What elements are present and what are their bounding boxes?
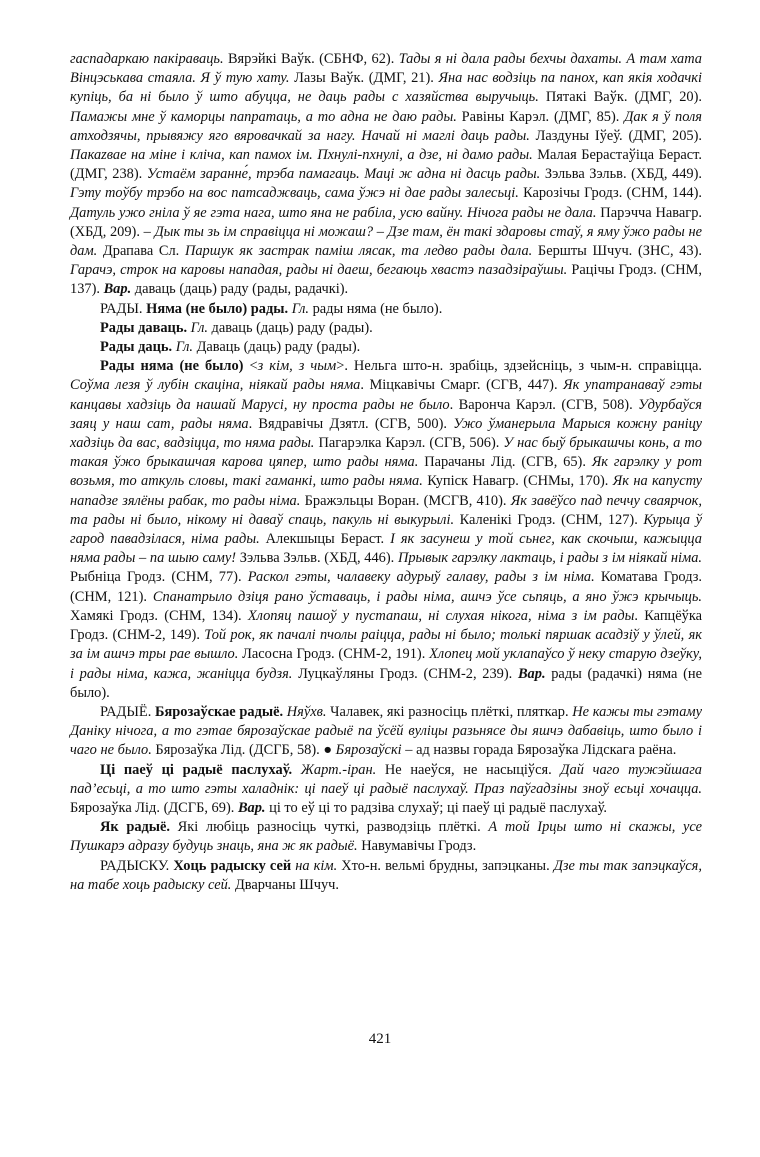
text-run: Луцкаўляны Гродз. (СНМ-2, 239).: [292, 665, 518, 682]
text-run: . Міцкавічы Смарг. (СГВ, 447).: [360, 377, 564, 394]
dictionary-paragraph: [70, 300, 702, 319]
text-run: Бершты Шчуч. (ЗНС, 43).: [532, 243, 702, 260]
italic-run: – Дык ты зь ім справіцца ні можаш? – Дзе там, ён такі здаровы стаў, я яму ўжо рады не дам.: [70, 223, 702, 260]
dictionary-paragraph: [70, 338, 702, 357]
italic-run: Гарачэ, строк на каровы нападая, рады ні даеш, бегаюць хвастэ пазадзіраўшы.: [70, 262, 568, 279]
dictionary-paragraph: [70, 818, 702, 856]
text-run: Равіны Карэл. (ДМГ, 85).: [456, 108, 625, 125]
text-run: Бярозаўка Лід. (ДСГБ, 69).: [70, 799, 238, 816]
text-run: Даваць (даць) раду (рады).: [192, 339, 361, 356]
text-run: Чалавек, які разносіць плёткі, пляткар.: [326, 703, 573, 720]
text-run: рады (радачкі) няма (не было).: [70, 665, 702, 701]
bold-run: Як радыё.: [100, 819, 171, 836]
italic-run: У нас быў брыкашчы конь, а то такая ўжо брыкашчая карова цяпер, што рады няма.: [70, 435, 702, 471]
bold-run: Рады даць.: [100, 339, 173, 356]
bold-run: Вар.: [237, 799, 266, 816]
italic-run: Курыца ў гарод павадзілася, німа рады.: [70, 511, 702, 548]
italic-run: Памажы мне ў каморцы папратаць, а то адна не даю рады.: [70, 108, 457, 125]
text-run: Які любіць разносіць чуткі, разводзіць плёткі.: [170, 819, 489, 836]
text-run: Алекшыцы Бераст.: [259, 531, 391, 548]
text-run: Дварчаны Шчуч.: [231, 876, 340, 893]
italic-run: Жарт.-іран.: [300, 761, 377, 778]
dictionary-paragraph: [70, 703, 702, 761]
italic-run: Той рок, як пачалі пчолы раіцца, рады ні было; толькі пяршак асадзіў у ўлей, як за ім ашчэ тры рае вышло.: [70, 627, 702, 663]
italic-run: Дак я ў поля атходзячы, прывяжу яго вяровачкай за нагу. Начай ні маглі даць рады.: [70, 108, 702, 144]
italic-run: І як засунеш у той сьнег, как скочыш, кажыцца няма рады – па шыю саму!: [70, 531, 702, 567]
italic-run: Як упатранаваў гэты канцавы хадзіць да нашай Марусі, ну проста рады не было: [70, 377, 702, 413]
italic-run: Соўма лезя ў лубін скаціна, ніякай рады няма: [70, 377, 361, 394]
text-run: даваць (даць) раду (рады).: [207, 319, 373, 336]
dictionary-text: [70, 50, 702, 895]
bold-run: Вар.: [103, 281, 132, 298]
text-run: Лаздуны Іўеў. (ДМГ, 205).: [529, 127, 703, 144]
text-run: Хто-н. вельмі брудны, запэцканы.: [337, 857, 554, 874]
text-run: Купіск Навагр. (СНМы, 170).: [422, 473, 613, 490]
text-run: Рацічы Гродз. (СНМ, 137).: [70, 262, 702, 298]
text-run: Пятакі Ваўк. (ДМГ, 20).: [538, 89, 702, 106]
text-run: <: [243, 358, 258, 375]
text-run: РАДЫ.: [100, 300, 147, 317]
text-run: Коматава Гродз. (СНМ, 121).: [70, 569, 702, 605]
italic-run: Гл.: [175, 339, 193, 356]
italic-run: Бярозаўскі: [335, 742, 402, 759]
italic-run: Пакаzвае на міне і кліча, кап памох ім. Пхнулі-пхнулі, а дзе, ні дамо рады.: [70, 147, 533, 164]
text-run: . Капцёўка Гродз. (СНМ-2, 149).: [70, 607, 702, 644]
bold-run: Няма (не было) рады.: [146, 300, 289, 317]
italic-run: Ужо ўманерыла Марыся кожну раніцу хадзіць да вас, вадзіцца, то няма рады.: [70, 415, 702, 452]
italic-run: Гэту тоўбу трэбо на вос патсаджваць, сама ўжэ ні дае рады залесьці.: [70, 185, 519, 202]
text-run: Ласосна Гродз. (СНМ-2, 191).: [238, 646, 430, 663]
italic-run: Як гарэлку у рот возьмя, то аткуль словы, такі гаманкі, што рады няма.: [70, 454, 702, 490]
italic-run: Устаём заранне́, трэба памагаць. Маці ж адна ні дасць рады.: [146, 166, 541, 183]
text-run: Лазы Ваўк. (ДМГ, 21).: [289, 70, 439, 87]
italic-run: гаспадаркаю пакіраваць.: [70, 51, 224, 67]
italic-run: Удурбаўся заяц у наш сат, рады няма: [70, 396, 702, 432]
dictionary-paragraph: [70, 357, 702, 703]
dictionary-paragraph: [70, 50, 702, 300]
text-run: . Вядравічы Дзятл. (СГВ, 500).: [248, 415, 454, 432]
text-run: Зэльва Зэльв. (ХБД, 446).: [236, 550, 398, 567]
text-run: Драпава Сл.: [97, 243, 185, 260]
italic-run: Гл.: [190, 319, 208, 336]
bold-run: Рады няма (не было): [100, 358, 244, 375]
italic-run: Як завёўсо пад печчу сваярчок, та рады ні было, нікому ні даваў спаць, пакуль ні выкурылі.: [70, 492, 702, 528]
text-run: Вярэйкі Ваўк. (СБНФ, 62).: [223, 51, 399, 67]
italic-run: Не кажы ты гэтаму Даніку нічога, а то гэтае бярозаўскае радыё па ўсёй вуліцы разьнясе ды яшчэ дабавіць, што было і чаго не было.: [70, 703, 702, 759]
dictionary-paragraph: [70, 857, 702, 895]
italic-run: з кім, з чым: [257, 358, 337, 375]
text-run: Карозічы Гродз. (СНМ, 144).: [518, 185, 702, 202]
text-run: Бражэльцы Воран. (МСГВ, 410).: [300, 492, 511, 509]
text-run: Малая Берастаўіца Бераст. (ДМГ, 238).: [70, 147, 702, 183]
italic-run: А той Ірцы што ні скажы, усе Пушкарэ адразу будуць знаць, яна ж як радыё.: [70, 819, 702, 855]
italic-run: Дай чаго тужэйшага пад’есьці, а то што гэты халаднік: ці паеў ці радыё паслухаў. Праз паўгадзіны зноў есьці хочацца.: [70, 761, 702, 797]
text-run: Парачаны Лід. (СГВ, 65).: [418, 454, 592, 471]
italic-run: Спанатрыло дзіця рано ўставаць, і рады німа, ашчэ ўсе сьпяць, а яно ўжэ крычыць.: [152, 588, 702, 605]
text-run: Навумавічы Гродз.: [357, 838, 477, 855]
text-run: Пагарэлка Карэл. (СГВ, 506).: [314, 435, 504, 452]
italic-run: Дзе ты так запэцкаўся, на табе хоць радыску сей.: [70, 857, 702, 893]
text-run: Рыбніца Гродз. (СНМ, 77).: [70, 569, 248, 586]
text-run: РАДЫЁ.: [100, 703, 155, 720]
text-run: Хамякі Гродз. (СНМ, 134).: [70, 607, 248, 624]
italic-run: Прывык гарэлку лактаць, і рады з ім ніякай німа.: [397, 550, 702, 567]
text-run: [292, 762, 301, 778]
text-run: – ад назвы горада Бярозаўка Лідскага раёна.: [401, 742, 677, 759]
italic-run: Гл.: [291, 300, 309, 317]
text-run: Каленікі Гродз. (СНМ, 127).: [454, 511, 644, 528]
bold-run: Ці паеў ці радыё паслухаў.: [100, 761, 293, 778]
italic-run: Хлопец мой уклапаўсо ў неку старую дзеўку, і рады німа, кажа, жаніцца будзя.: [70, 646, 702, 682]
italic-run: Раскол гэты, чалавеку адурыў галаву, рады з ім німа.: [247, 569, 595, 586]
text-run: Парэчча Навагр. (ХБД, 209).: [70, 204, 702, 240]
text-run: РАДЫСКУ.: [100, 857, 174, 874]
text-run: . Варонча Карэл. (СГВ, 508).: [449, 396, 639, 413]
text-run: >. Нельга што-н. зрабіць, здзейсніць, з чым-н. справіцца.: [336, 358, 703, 375]
dictionary-paragraph: [70, 319, 702, 338]
bold-run: Рады даваць.: [100, 319, 188, 336]
text-run: даваць (даць) раду (рады, радачкі).: [131, 281, 349, 298]
text-run: Зэльва Зэльв. (ХБД, 449).: [540, 166, 703, 183]
italic-run: Паршук як застрак паміш лясак, та ледво рады дала.: [184, 243, 533, 260]
italic-run: Тады я ні дала рады бехчы дахаты. А там хата Вінцэськава стаяла. Я ў тую хату.: [70, 51, 702, 87]
text-run: ці то еў ці то радзіва слухаў; ці паеў ці радыё паслухаў.: [265, 799, 608, 816]
italic-run: на кім.: [295, 857, 338, 874]
italic-run: Яна нас водзіць па панох, кап якія ходачкі купіць, ба ні было ў што абуцца, не даць рады с хазяйства выручыць.: [70, 70, 702, 106]
text-run: Не наеўся, не насыціўся.: [376, 761, 561, 778]
italic-run: Датуль ужо гніла ў яе гэта нага, што яна не рабіла, усю вайну. Нічога рады не дала.: [70, 204, 597, 221]
bold-run: Бярозаўскае радыё.: [154, 703, 284, 720]
italic-run: Хлопяц пашоў у пустапаш, ні слухая нікога, німа з ім рады: [247, 607, 635, 624]
dictionary-paragraph: [70, 761, 702, 819]
page-number: 421: [368, 1031, 392, 1047]
text-run: рады няма (не было).: [308, 300, 443, 317]
bold-run: Вар.: [517, 665, 546, 682]
italic-run: Як на капусту нападзе зялёны рабак, то рады німа.: [70, 473, 703, 509]
italic-run: Няўхв.: [286, 703, 327, 720]
text-run: Бярозаўка Лід. (ДСГБ, 58). ●: [151, 742, 336, 759]
bold-run: Хоць радыску сей: [173, 857, 292, 874]
